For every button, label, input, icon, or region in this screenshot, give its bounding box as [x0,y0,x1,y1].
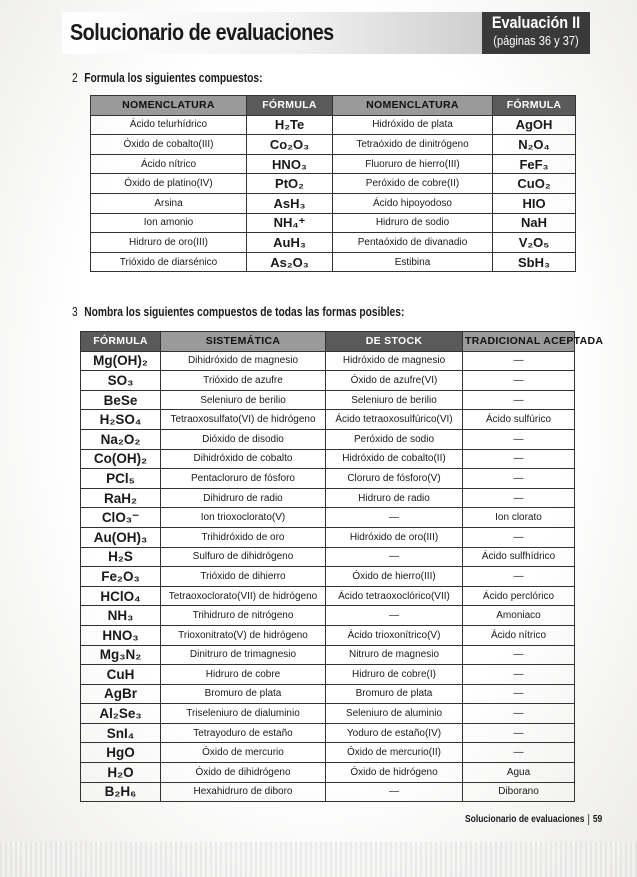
name-cell: Estibina [333,252,493,272]
name-cell: Hidruro de cobre [161,665,326,685]
table-row [81,704,575,724]
name-cell: — [463,449,575,469]
table-row [81,410,575,430]
name-cell: Ácido tetraoxosulfúrico(VI) [326,410,463,430]
name-cell: Fluoruro de hierro(III) [333,154,493,174]
table-row [81,606,575,626]
name-cell: Bromuro de plata [326,684,463,704]
table-row [81,763,575,783]
name-cell: Óxido de cobalto(III) [91,135,247,155]
page-number: 59 [589,814,603,825]
name-cell: Ácido sulfhídrico [463,547,575,567]
table-row [81,547,575,567]
name-cell: Óxido de hidrógeno [326,763,463,783]
table-row [81,665,575,685]
name-cell: Amoniaco [463,606,575,626]
name-cell: Cloruro de fósforo(V) [326,469,463,489]
page-title: Solucionario de evaluaciones [70,19,334,45]
formula-cell: ClO₃⁻ [81,508,161,528]
formula-cell: HNO₃ [81,625,161,645]
formula-cell: Mg₃N₂ [81,645,161,665]
table-row [81,743,575,763]
name-cell: Peróxido de cobre(II) [333,174,493,194]
formula-cell: Au(OH)₃ [81,527,161,547]
table-row [81,567,575,587]
section-2-title [72,305,404,319]
name-cell: Ácido nítrico [463,625,575,645]
nomenclature-table [80,331,604,802]
evaluation-badge [482,12,590,54]
formula-table-header [91,96,576,116]
name-cell: Sulfuro de dihidrógeno [161,547,326,567]
formula-cell: AgOH [493,115,576,135]
page-footer [465,814,602,825]
table-row [91,193,576,213]
name-cell: — [463,390,575,410]
name-cell: Óxido de hierro(III) [326,567,463,587]
name-cell: Trihidruro de nitrógeno [161,606,326,626]
formula-cell: Fe₂O₃ [81,567,161,587]
name-cell: Trihidróxido de oro [161,527,326,547]
formula-cell: H₂O [81,763,161,783]
name-cell: Pentacloruro de fósforo [161,469,326,489]
column-header: FÓRMULA [247,96,333,116]
table-row [91,174,576,194]
name-cell: Hidruro de oro(III) [91,233,247,253]
name-cell: — [326,606,463,626]
formula-cell: As₂O₃ [247,252,333,272]
header-bar [62,12,590,54]
name-cell: Bromuro de plata [161,684,326,704]
column-header: FÓRMULA [493,96,576,116]
formula-cell: PCl₅ [81,469,161,489]
name-cell: — [463,371,575,391]
table-row [81,527,575,547]
column-header: SISTEMÁTICA [161,332,326,352]
name-cell: — [463,684,575,704]
column-header: DE STOCK [326,332,463,352]
section-2-heading: Nombra los siguientes compuestos de todas las formas posibles: [84,305,405,319]
table-row [91,115,576,135]
name-cell: Óxido de mercurio(II) [326,743,463,763]
name-cell: Seleniuro de berilio [326,390,463,410]
formula-cell: HgO [81,743,161,763]
formula-cell: H₂S [81,547,161,567]
name-cell: Óxido de dihidrógeno [161,763,326,783]
formula-cell: HNO₃ [247,154,333,174]
name-cell: — [463,645,575,665]
name-cell: — [463,469,575,489]
name-cell: Hidróxido de cobalto(II) [326,449,463,469]
name-cell: Hidruro de cobre(I) [326,665,463,685]
formula-cell: SO₃ [81,371,161,391]
column-header: NOMENCLATURA [91,96,247,116]
table-row [81,488,575,508]
name-cell: — [463,743,575,763]
nomenclature-table-header [81,332,575,352]
name-cell: — [463,567,575,587]
formula-cell: HIO [493,193,576,213]
name-cell: Ion amonio [91,213,247,233]
formula-cell: CuH [81,665,161,685]
name-cell: Tetraoxoclorato(VII) de hidrógeno [161,586,326,606]
formula-cell: NaH [493,213,576,233]
formula-cell: NH₃ [81,606,161,626]
formula-cell: RaH₂ [81,488,161,508]
formula-cell: SbH₃ [493,252,576,272]
name-cell: Ácido sulfúrico [463,410,575,430]
table-row [91,135,576,155]
name-cell: Pentaóxido de divanadio [333,233,493,253]
formula-table [90,95,576,272]
name-cell: Óxido de azufre(VI) [326,371,463,391]
name-cell: Trioxonitrato(V) de hidrógeno [161,625,326,645]
table-row [81,586,575,606]
formula-cell: Co(OH)₂ [81,449,161,469]
formula-cell: Al₂Se₃ [81,704,161,724]
name-cell: — [463,488,575,508]
name-cell: — [326,782,463,802]
name-cell: Ácido tetraoxoclórico(VII) [326,586,463,606]
name-cell: Arsina [91,193,247,213]
table-row [81,645,575,665]
section-1-title [72,71,263,85]
name-cell: — [463,704,575,724]
section-2-number: 3 [72,305,78,319]
section-1-heading: Formula los siguientes compuestos: [84,71,263,85]
name-cell: Nitruro de magnesio [326,645,463,665]
column-header: FÓRMULA [81,332,161,352]
formula-cell: AuH₃ [247,233,333,253]
name-cell: — [463,723,575,743]
table-row [81,449,575,469]
column-header: TRADICIONAL ACEPTADA [463,332,575,352]
table-row [81,723,575,743]
name-cell: Dinitruro de trimagnesio [161,645,326,665]
name-cell: — [463,351,575,371]
table-row [91,154,576,174]
formula-cell: HClO₄ [81,586,161,606]
formula-cell: CuO₂ [493,174,576,194]
table-row [81,508,575,528]
table-row [81,371,575,391]
formula-cell: B₂H₆ [81,782,161,802]
formula-cell: Co₂O₃ [247,135,333,155]
formula-cell: AgBr [81,684,161,704]
formula-cell: PtO₂ [247,174,333,194]
table-row [81,782,575,802]
name-cell: Dióxido de disodio [161,429,326,449]
table-row [81,625,575,645]
table-row [81,351,575,371]
name-cell: Tetraóxido de dinitrógeno [333,135,493,155]
name-cell: — [463,429,575,449]
name-cell: Trióxido de diarsénico [91,252,247,272]
name-cell: Hidróxido de oro(III) [326,527,463,547]
name-cell: — [326,547,463,567]
name-cell: Óxido de mercurio [161,743,326,763]
name-cell: Triseleniuro de dialuminio [161,704,326,724]
name-cell: Ácido hipoyodoso [333,193,493,213]
name-cell: Ácido nítrico [91,154,247,174]
name-cell: Ácido perclórico [463,586,575,606]
name-cell: — [326,508,463,528]
name-cell: Hidróxido de magnesio [326,351,463,371]
table-row [91,213,576,233]
column-header: NOMENCLATURA [333,96,493,116]
name-cell: Hidróxido de plata [333,115,493,135]
name-cell: Peróxido de sodio [326,429,463,449]
name-cell: Ion trioxoclorato(V) [161,508,326,528]
section-1-number: 2 [72,71,78,85]
name-cell: Ácido trioxonítrico(V) [326,625,463,645]
name-cell: Trióxido de azufre [161,371,326,391]
footer-label: Solucionario de evaluaciones [465,814,585,825]
formula-cell: NH₄⁺ [247,213,333,233]
name-cell: Óxido de platino(IV) [91,174,247,194]
name-cell: Dihidruro de radio [161,488,326,508]
formula-cell: Na₂O₂ [81,429,161,449]
name-cell: — [463,665,575,685]
formula-cell: FeF₃ [493,154,576,174]
evaluation-badge-title: Evaluación II [491,13,581,32]
table-row [91,233,576,253]
name-cell: Hidruro de radio [326,488,463,508]
formula-cell: SnI₄ [81,723,161,743]
table-row [81,429,575,449]
name-cell: — [463,527,575,547]
name-cell: Seleniuro de berilio [161,390,326,410]
name-cell: Seleniuro de aluminio [326,704,463,724]
table-row [91,252,576,272]
name-cell: Diborano [463,782,575,802]
evaluation-badge-subtitle: (páginas 36 y 37) [493,33,579,48]
table-row [81,390,575,410]
name-cell: Trióxido de dihierro [161,567,326,587]
scan-noise [0,842,637,877]
name-cell: Ácido telurhídrico [91,115,247,135]
name-cell: Dihidróxido de magnesio [161,351,326,371]
name-cell: Agua [463,763,575,783]
formula-cell: H₂SO₄ [81,410,161,430]
formula-cell: V₂O₅ [493,233,576,253]
name-cell: Ion clorato [463,508,575,528]
formula-cell: AsH₃ [247,193,333,213]
name-cell: Yoduro de estaño(IV) [326,723,463,743]
name-cell: Hexahidruro de diboro [161,782,326,802]
name-cell: Tetraoxosulfato(VI) de hidrógeno [161,410,326,430]
name-cell: Dihidróxido de cobalto [161,449,326,469]
name-cell: Hidruro de sodio [333,213,493,233]
formula-cell: Mg(OH)₂ [81,351,161,371]
name-cell: Tetrayoduro de estaño [161,723,326,743]
table-row [81,469,575,489]
table-row [81,684,575,704]
formula-cell: BeSe [81,390,161,410]
formula-cell: H₂Te [247,115,333,135]
formula-cell: N₂O₄ [493,135,576,155]
